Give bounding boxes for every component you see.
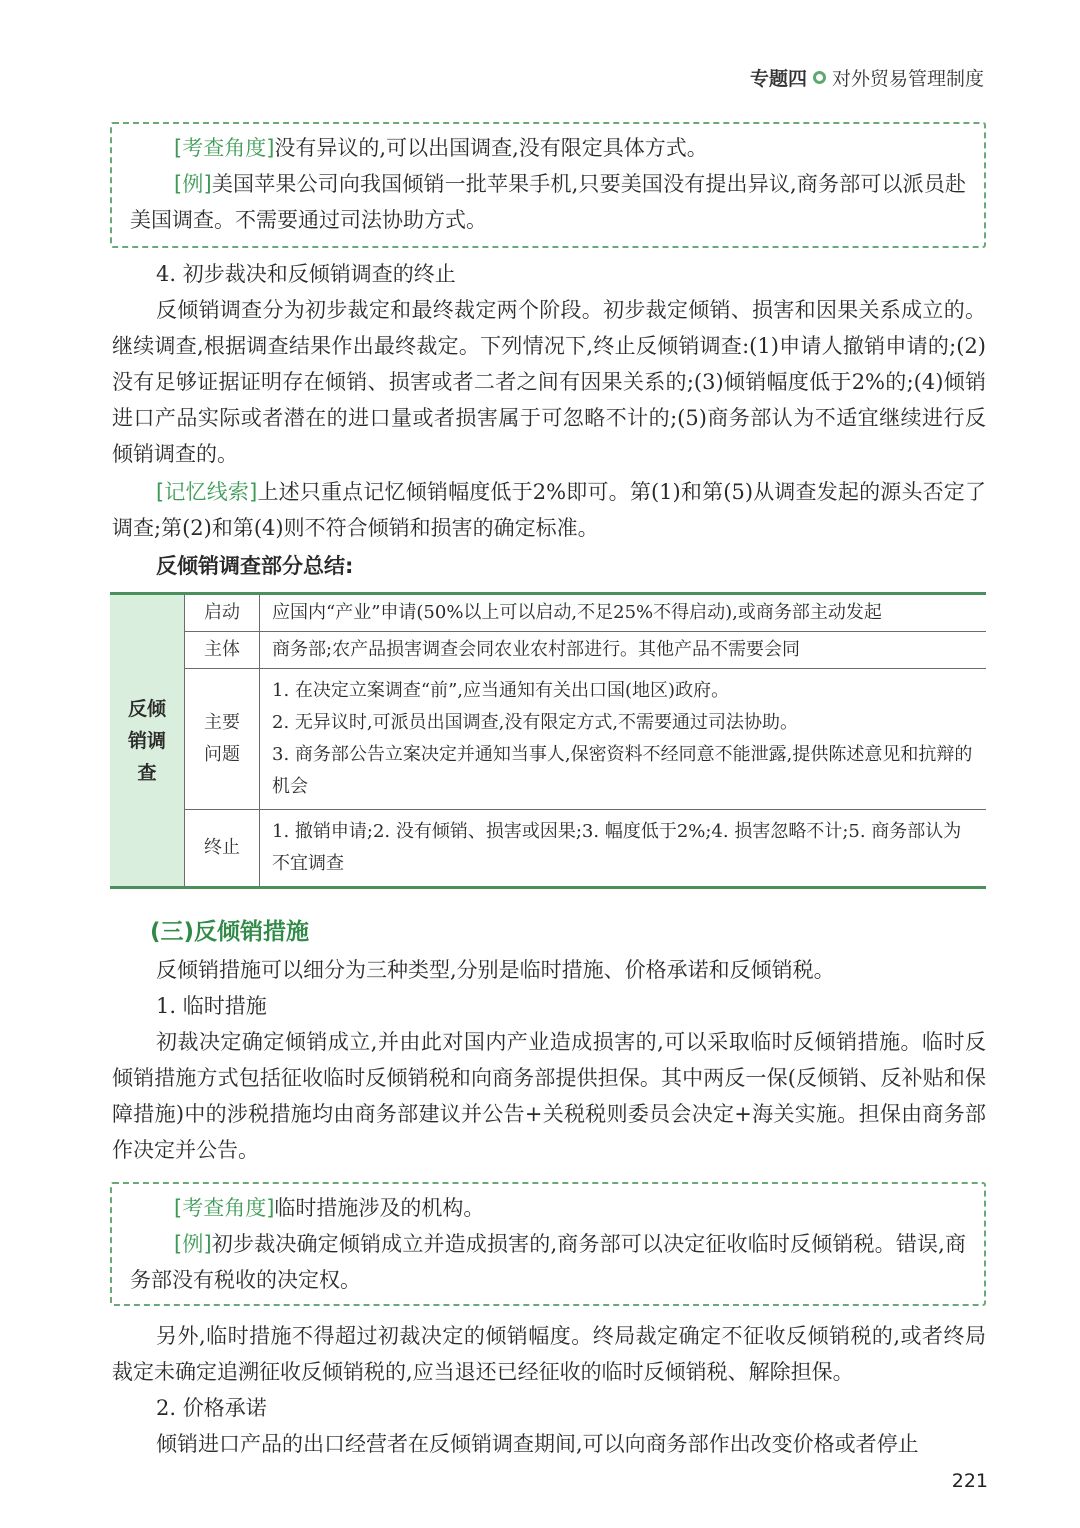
- table-row: [110, 669, 986, 810]
- list-item: 2. 无异议时,可派员出国调查,没有限定方式,不需要通过司法协助。: [272, 712, 799, 733]
- chapter-label: 专题四: [749, 68, 807, 90]
- row-content: [260, 669, 987, 810]
- memory-clue: [112, 474, 986, 546]
- row-category: 启动: [185, 594, 260, 632]
- row-category: 主体: [185, 632, 260, 669]
- chapter-title: 对外贸易管理制度: [831, 68, 984, 90]
- example-tag: [例]: [174, 1232, 212, 1256]
- row-category: 主要问题: [185, 669, 260, 810]
- paragraph-price-undertaking: 倾销进口产品的出口经营者在反倾销调查期间,可以向商务部作出改变价格或者停止: [156, 1432, 919, 1456]
- table-row: [110, 810, 986, 888]
- list-item: 1. 在决定立案调查“前”,应当通知有关出口国(地区)政府。: [272, 680, 730, 701]
- row-content: 商务部;农产品损害调查会同农业农村部进行。其他产品不需要会同: [260, 632, 987, 669]
- page-number: 221: [951, 1470, 988, 1492]
- summary-table: [110, 592, 986, 889]
- heading-provisional: 1. 临时措施: [156, 994, 267, 1018]
- exam-angle-text: 临时措施涉及的机构。: [274, 1196, 485, 1220]
- example-text: 初步裁决确定倾销成立并造成损害的,商务部可以决定征收临时反倾销税。错误,商务部没有税收的决定权。: [130, 1232, 966, 1292]
- paragraph-termination: 反倾销调查分为初步裁定和最终裁定两个阶段。初步裁定倾销、损害和因果关系成立的。继续调查,根据调查结果作出最终裁定。下列情况下,终止反倾销调查:(1)申请人撤销申请的;(2)没有足够证据证明存在倾销、损害或者二者之间有因果关系的;(3)倾销幅度低于2%的;(4)倾销进口产品实际或者潜在的进口量或者损害属于可忽略不计的;(5)商务部认为不适宜继续进行反倾销调查的。: [112, 298, 986, 466]
- example-text: 美国苹果公司向我国倾销一批苹果手机,只要美国没有提出异议,商务部可以派员赴美国调查。不需要通过司法协助方式。: [130, 172, 966, 232]
- table-row: [110, 632, 986, 669]
- exam-angle-tag: [考查角度]: [174, 136, 275, 160]
- memory-tag: [记忆线索]: [156, 480, 258, 504]
- section-title-3: (三)反倾销措施: [150, 919, 310, 945]
- memory-text: 上述只重点记忆倾销幅度低于2%即可。第(1)和第(5)从调查发起的源头否定了调查;第(2)和第(4)则不符合倾销和损害的确定标准。: [112, 480, 986, 540]
- list-item: 3. 商务部公告立案决定并通知当事人,保密资料不经同意不能泄露,提供陈述意见和抗辩的机会: [272, 744, 973, 797]
- summary-heading: 反倾销调查部分总结:: [156, 554, 354, 578]
- section-heading-4: 4. 初步裁决和反倾销调查的终止: [156, 262, 456, 286]
- paragraph-refund: 另外,临时措施不得超过初裁决定的倾销幅度。终局裁定确定不征收反倾销税的,或者终局裁定未确定追溯征收反倾销税的,应当退还已经征收的临时反倾销税、解除担保。: [112, 1324, 986, 1384]
- example-tag: [例]: [174, 172, 212, 196]
- circle-bullet-icon: [813, 71, 826, 84]
- exam-angle-box-1: [110, 122, 986, 248]
- table-head-cell: 反倾销调查: [110, 594, 185, 888]
- exam-angle-box-2: [110, 1182, 986, 1306]
- row-content: 1. 撤销申请;2. 没有倾销、损害或因果;3. 幅度低于2%;4. 损害忽略不计;5. 商务部认为不宜调查: [260, 810, 987, 888]
- row-content: 应国内“产业”申请(50%以上可以启动,不足25%不得启动),或商务部主动发起: [260, 594, 987, 632]
- heading-price-undertaking: 2. 价格承诺: [156, 1396, 267, 1420]
- paragraph-provisional: 初裁决定确定倾销成立,并由此对国内产业造成损害的,可以采取临时反倾销措施。临时反倾销措施方式包括征收临时反倾销税和向商务部提供担保。其中两反一保(反倾销、反补贴和保障措施)中的涉税措施均由商务部建议并公告+关税税则委员会决定+海关实施。担保由商务部作决定并公告。: [112, 1030, 986, 1162]
- exam-angle-tag: [考查角度]: [174, 1196, 275, 1220]
- paragraph-intro: 反倾销措施可以细分为三种类型,分别是临时措施、价格承诺和反倾销税。: [156, 958, 835, 982]
- exam-angle-text: 没有异议的,可以出国调查,没有限定具体方式。: [274, 136, 708, 160]
- row-category: 终止: [185, 810, 260, 888]
- table-row: [110, 594, 986, 632]
- running-header: [750, 64, 984, 91]
